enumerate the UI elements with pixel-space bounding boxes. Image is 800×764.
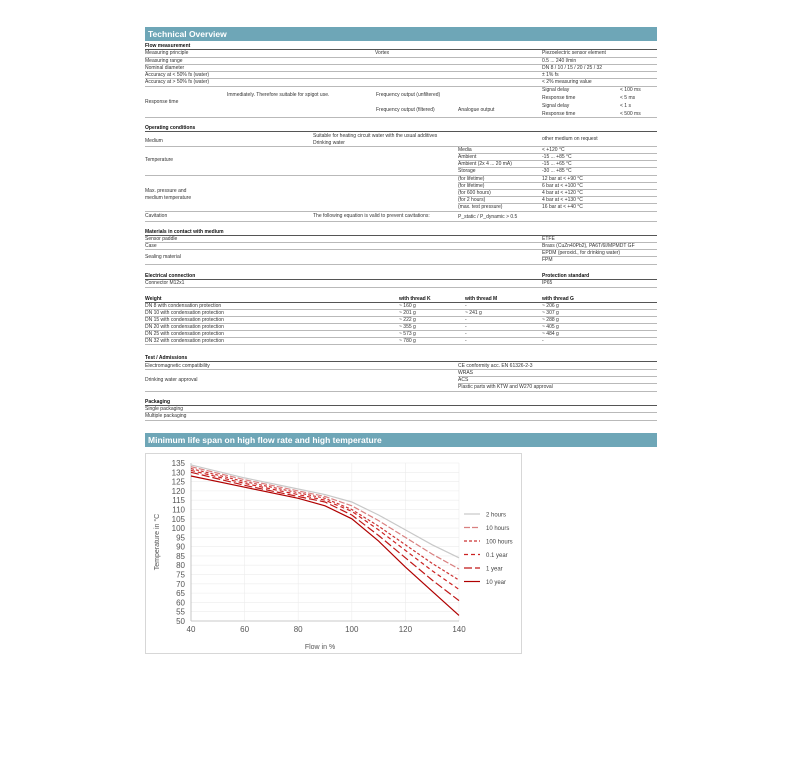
response-key: Signal delay (542, 103, 570, 109)
pressure-key: (for 600 hours) (458, 190, 491, 196)
pressure-value: 4 bar at < +120 °C (542, 190, 583, 196)
divider (145, 86, 657, 87)
y-tick-label: 55 (176, 607, 185, 617)
legend-label: 10 hours (486, 526, 510, 532)
drinking-value: Plastic parts with KTW and W270 approval (458, 384, 553, 390)
divider (145, 235, 657, 236)
chart-section-header: Minimum life span on high flow rate and high temperature (145, 433, 657, 447)
flow-row-value: < 2% measuring value (542, 79, 592, 85)
weight-k: ~ 355 g (399, 324, 416, 330)
x-tick-label: 40 (186, 625, 196, 634)
weight-m: - (465, 317, 467, 323)
medium-label: Medium (145, 138, 163, 144)
weight-col-m: with thread M (465, 296, 498, 302)
weight-k: ~ 222 g (399, 317, 416, 323)
x-tick-label: 80 (293, 625, 303, 634)
weight-k: ~ 780 g (399, 338, 416, 344)
weight-row-label: DN 32 with condensation protection (145, 338, 224, 344)
response-value: < 1 s (620, 103, 631, 109)
protection-value: IP65 (542, 280, 553, 286)
flow-row-mid: Vortex (375, 50, 390, 56)
weight-row-label: DN 20 with condensation protection (145, 324, 224, 330)
weight-g: ~ 288 g (542, 317, 559, 323)
y-tick-label: 115 (172, 496, 185, 506)
divider (458, 376, 657, 377)
weight-row-label: DN 25 with condensation protection (145, 331, 224, 337)
response-note: Immediately. Therefore suitable for spigot use. (227, 92, 330, 98)
pressure-value: 6 bar at < +100 °C (542, 183, 583, 189)
frequency-filtered-label: Frequency output (filtered) (376, 107, 435, 113)
flow-section-title: Flow measurement (145, 43, 191, 49)
y-tick-label: 95 (176, 533, 185, 543)
divider (145, 405, 657, 406)
material-value: ETFE (542, 236, 555, 242)
divider (145, 344, 657, 345)
weight-row-label: DN 8 with condensation protection (145, 303, 222, 309)
response-key: Signal delay (542, 87, 570, 93)
material-value: FPM (542, 257, 553, 263)
material-label: Case (145, 243, 157, 249)
chart-frame (145, 453, 522, 654)
divider (145, 57, 657, 58)
weight-row-label: DN 15 with condensation protection (145, 317, 224, 323)
y-tick-label: 70 (176, 579, 185, 589)
divider (145, 264, 657, 265)
y-tick-label: 75 (176, 570, 185, 580)
y-tick-label: 60 (176, 598, 185, 608)
pressure-key: (max. test pressure) (458, 204, 503, 210)
drinking-water-label: Drinking water approval (145, 377, 198, 383)
y-tick-label: 90 (176, 542, 185, 552)
temp-key: Media (458, 147, 472, 153)
weight-section-title: Weight (145, 296, 162, 302)
weight-k: ~ 573 g (399, 331, 416, 337)
response-value: < 100 ms (620, 87, 641, 93)
y-tick-label: 50 (176, 617, 185, 626)
legend-label: 10 year (486, 580, 507, 586)
legend-label: 1 year (486, 566, 503, 573)
cavitation-label: Cavitation (145, 213, 168, 219)
pressure-key: (for 2 hours) (458, 197, 486, 203)
divider (145, 420, 657, 421)
temp-key: Ambient (2x 4 ... 20 mA) (458, 161, 512, 167)
weight-k: ~ 160 g (399, 303, 416, 309)
material-label: Sensor paddle (145, 236, 178, 242)
y-tick-label: 80 (176, 561, 185, 571)
divider (542, 256, 657, 257)
tests-section-title: Test / Admissions (145, 355, 188, 361)
flow-row-label: Measuring range (145, 58, 183, 64)
technical-overview-header: Technical Overview (145, 27, 657, 41)
material-label: Sealing material (145, 254, 181, 260)
flow-row-label: Nominal diameter (145, 65, 185, 71)
weight-k: ~ 201 g (399, 310, 416, 316)
divider (145, 146, 657, 147)
pressure-value: 4 bar at < +130 °C (542, 197, 583, 203)
weight-g: - (542, 338, 544, 344)
series-line (191, 470, 459, 589)
pressure-key: (for lifetime) (458, 183, 485, 189)
weight-col-k: with thread K (399, 296, 431, 302)
electrical-section-title: Electrical connection (145, 273, 196, 279)
pressure-label: medium temperature (145, 195, 192, 201)
flow-row-value: DN 8 / 10 / 15 / 20 / 25 / 32 (542, 65, 603, 71)
weight-m: - (465, 303, 467, 309)
weight-g: ~ 307 g (542, 310, 559, 316)
divider (145, 221, 657, 222)
temperature-label: Temperature (145, 157, 174, 163)
packaging-row: Single packaging (145, 406, 184, 412)
cavitation-formula: P_static / P_dynamic > 0.5 (458, 214, 518, 220)
pressure-value: 16 bar at < +40 °C (542, 204, 583, 210)
temp-value: -15 ... +85 °C (542, 154, 572, 160)
flow-row-value: ± 1% fs (542, 72, 559, 78)
series-line (191, 472, 459, 600)
packaging-row: Multiple packaging (145, 413, 187, 419)
weight-g: ~ 405 g (542, 324, 559, 330)
emc-label: Electromagnetic compatibility (145, 363, 210, 369)
divider (145, 71, 657, 72)
packaging-section-title: Packaging (145, 399, 171, 405)
divider (145, 361, 657, 362)
flow-row-value: Piezoelectric sensor element (542, 50, 606, 56)
x-tick-label: 100 (345, 625, 359, 634)
response-value: < 500 ms (620, 111, 641, 117)
y-tick-label: 135 (171, 459, 185, 468)
weight-m: ~ 241 g (465, 310, 482, 316)
medium-text: Suitable for heating circuit water with the usual additives (313, 133, 438, 139)
divider (145, 369, 657, 370)
medium-text: Drinking water (313, 140, 345, 146)
y-tick-label: 100 (171, 524, 185, 534)
temp-value: -15 ... +65 °C (542, 161, 572, 167)
divider (145, 117, 657, 118)
flow-row-label: Accuracy at > 50% fs (water) (145, 79, 210, 85)
materials-section-title: Materials in contact with medium (145, 229, 224, 235)
emc-value: CE conformity acc. EN 61326-2-3 (458, 363, 533, 369)
pressure-label: Max. pressure and (145, 188, 187, 194)
weight-col-g: with thread G (542, 296, 574, 302)
y-tick-label: 105 (171, 514, 185, 524)
divider (145, 131, 657, 132)
material-value: Brass (CuZn40Pb2), PA6T/6I/MPMDT GF (542, 243, 635, 249)
divider (145, 211, 657, 212)
flow-row-label: Accuracy at < 50% fs (water) (145, 72, 210, 78)
analogue-output-label: Analogue output (458, 107, 495, 113)
temp-key: Storage (458, 168, 476, 174)
response-time-label: Response time (145, 99, 179, 105)
legend-label: 100 hours (486, 539, 513, 546)
material-value: EPDM (peroxid., for drinking water) (542, 250, 621, 256)
frequency-unfiltered-label: Frequency output (unfiltered) (376, 92, 441, 98)
y-tick-label: 120 (171, 486, 185, 496)
y-axis-label: Temperature in °C (154, 513, 161, 571)
temp-value: < +120 °C (542, 147, 565, 153)
flow-row-value: 0.5 ... 240 l/min (542, 58, 577, 64)
weight-row-label: DN 10 with condensation protection (145, 310, 224, 316)
y-tick-label: 65 (176, 589, 185, 599)
y-tick-label: 85 (176, 551, 185, 561)
weight-m: - (465, 338, 467, 344)
y-tick-label: 130 (171, 468, 185, 478)
x-axis-label: Flow in % (304, 644, 336, 651)
temp-key: Ambient (458, 154, 477, 160)
drinking-value: WRAS (458, 370, 473, 376)
drinking-value: ACS (458, 377, 469, 383)
protection-standard-title: Protection standard (542, 273, 590, 279)
operating-section-title: Operating conditions (145, 125, 196, 131)
series-line (191, 469, 459, 580)
response-key: Response time (542, 111, 576, 117)
weight-m: - (465, 324, 467, 330)
response-value: < 5 ms (620, 95, 636, 101)
y-tick-label: 125 (171, 477, 185, 487)
medium-other: other medium on request (542, 136, 598, 142)
pressure-key: (for lifetime) (458, 176, 485, 182)
x-tick-label: 120 (398, 625, 413, 634)
temp-value: -30 ... +85 °C (542, 168, 572, 174)
legend-label: 2 hours (486, 512, 507, 519)
legend-label: 0.1 year (486, 553, 508, 559)
cavitation-text: The following equation is valid to prevent cavitations: (313, 213, 430, 219)
weight-g: ~ 484 g (542, 331, 559, 337)
y-tick-label: 110 (172, 505, 185, 515)
x-tick-label: 60 (240, 625, 250, 634)
x-tick-label: 140 (452, 625, 466, 634)
weight-g: ~ 206 g (542, 303, 559, 309)
divider (145, 279, 657, 280)
divider (145, 287, 657, 288)
weight-m: - (465, 331, 467, 337)
life-span-chart (146, 454, 523, 655)
divider (145, 391, 657, 392)
connector-label: Connector M12x1 (145, 280, 185, 286)
pressure-value: 12 bar at < +90 °C (542, 176, 583, 182)
divider (145, 412, 657, 413)
flow-row-label: Measuring principle (145, 50, 189, 56)
response-key: Response time (542, 95, 576, 101)
